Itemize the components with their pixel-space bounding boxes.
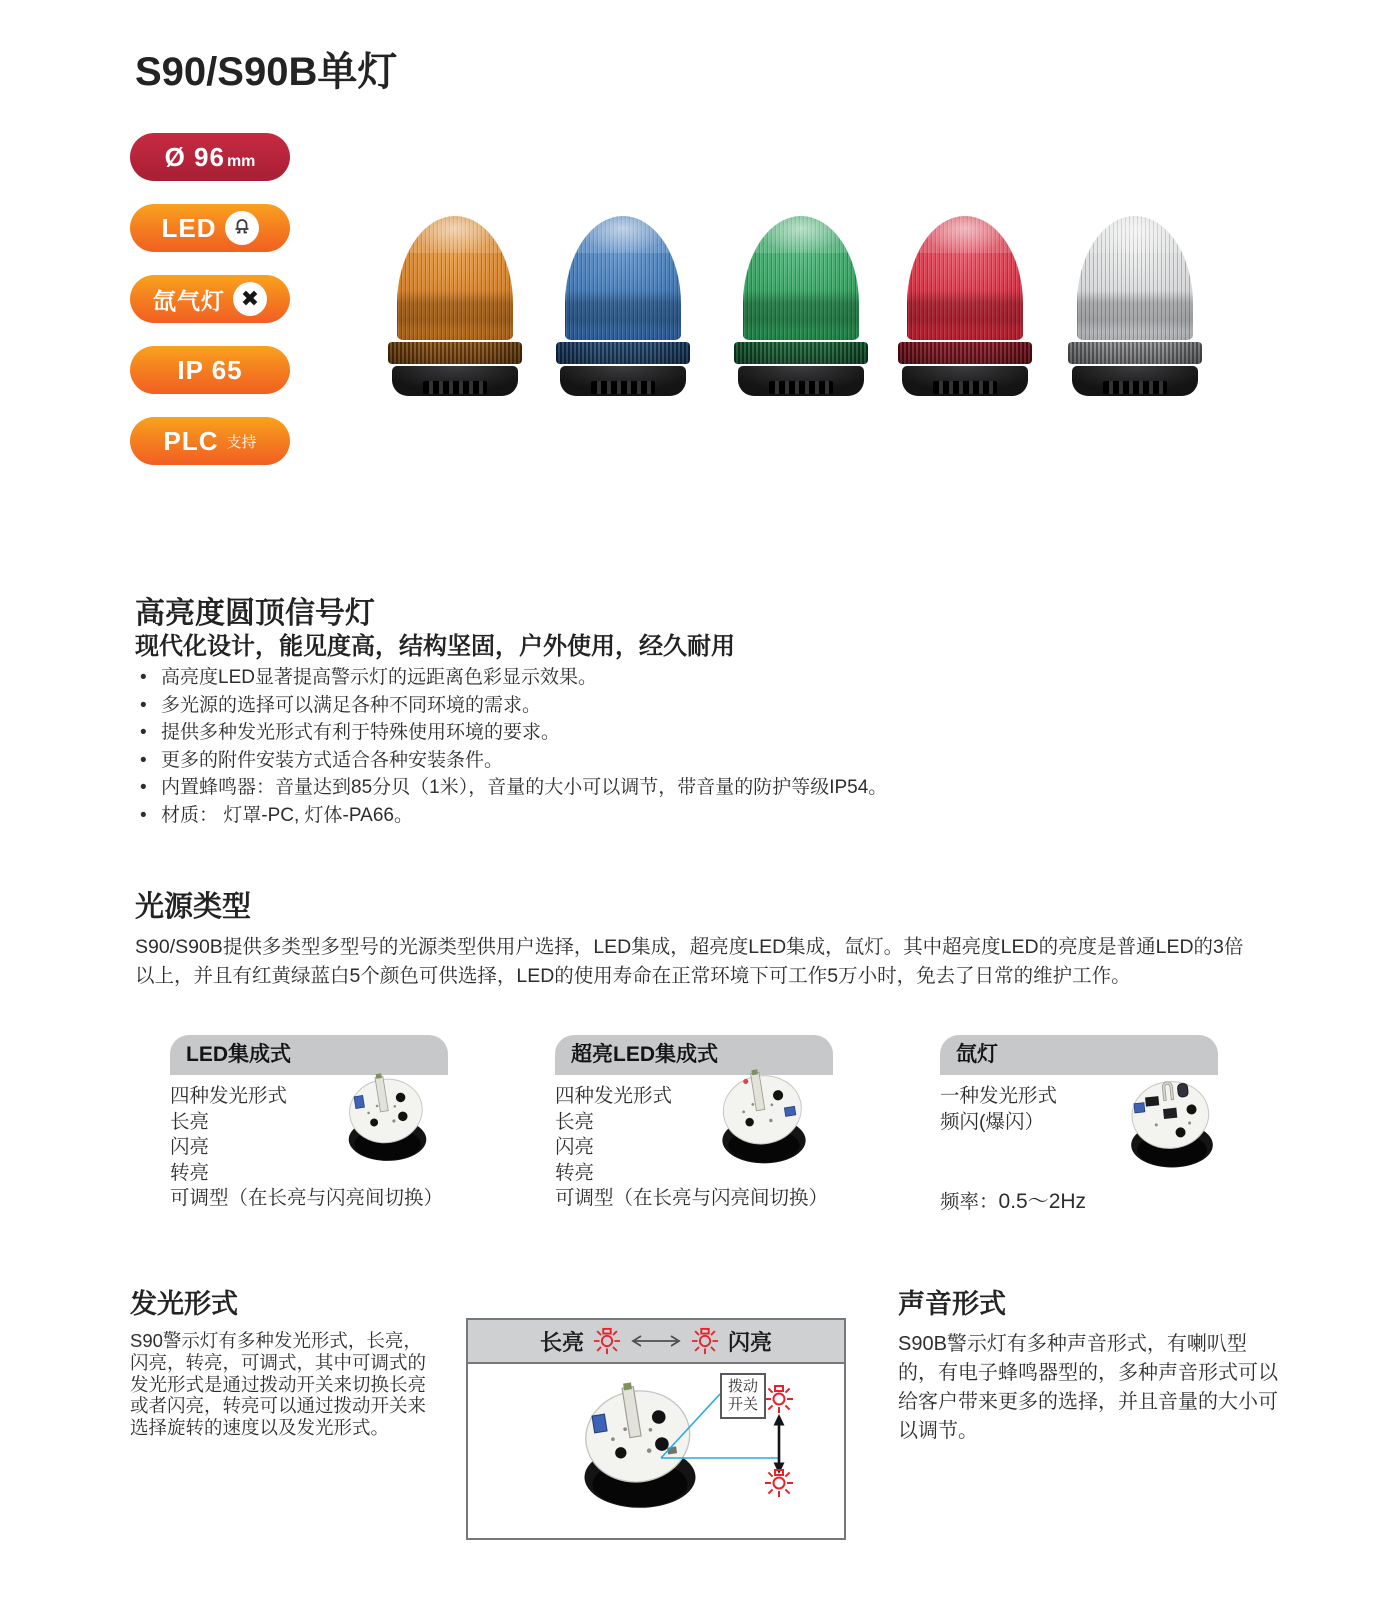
light-lens-skirt xyxy=(388,342,522,364)
double-arrow-icon xyxy=(630,1332,682,1350)
signal-light-blue xyxy=(548,216,698,386)
badge-plc-label: PLC xyxy=(163,425,219,456)
steady-burst-icon xyxy=(764,1384,794,1419)
badge-plc xyxy=(130,417,290,465)
light-base xyxy=(1072,366,1198,396)
light-base xyxy=(560,366,686,396)
flash-burst-icon xyxy=(691,1327,719,1355)
sound-heading: 声音形式 xyxy=(898,1289,1006,1319)
diagram-body xyxy=(468,1364,844,1540)
callout-line: 拨动 xyxy=(727,1378,758,1395)
badge-led-label: LED xyxy=(161,212,217,243)
light-lens-skirt xyxy=(1068,342,1202,364)
light-dome xyxy=(397,216,513,340)
light-dome xyxy=(743,216,859,340)
feature-bullet: • 材质： 灯罩-PC, 灯体-PA66。 xyxy=(138,802,887,830)
badge-diameter-unit: mm xyxy=(226,152,256,170)
card-line: 转亮 xyxy=(170,1161,210,1184)
badge-led xyxy=(130,204,290,252)
steady-burst-icon xyxy=(593,1327,621,1355)
led-module-photo xyxy=(340,1073,435,1167)
badge-diameter xyxy=(130,133,290,181)
light-dome xyxy=(565,216,681,340)
light-dome xyxy=(907,216,1023,340)
led-bulb-icon xyxy=(225,211,259,245)
signal-light-red xyxy=(890,216,1040,386)
toggle-switch-callout xyxy=(720,1373,766,1419)
badge-xenon-label: 氙气灯 xyxy=(153,287,225,314)
light-base xyxy=(392,366,518,396)
feature-bullet: • 提供多种发光形式有利于特殊使用环境的要求。 xyxy=(138,719,887,747)
card-header: LED集成式 xyxy=(170,1035,448,1075)
signal-light-clear xyxy=(1060,216,1210,386)
light-base xyxy=(902,366,1028,396)
base-vents xyxy=(1103,381,1167,394)
card-line: 长亮 xyxy=(555,1110,595,1133)
emission-body: S90警示灯有多种发光形式，长亮，闪亮，转亮，可调式，其中可调式的发光形式是通过拨动开关来切换长亮或者闪亮，转亮可以通过拨动开关来选择旋转的速度以及发光形式。 xyxy=(130,1330,427,1439)
badge-column xyxy=(130,133,290,465)
card-line: 四种发光形式 xyxy=(170,1085,288,1107)
badge-xenon xyxy=(130,275,290,323)
features-list xyxy=(138,664,887,829)
diagram-header xyxy=(468,1320,844,1364)
card-header: 氙灯 xyxy=(940,1035,1218,1075)
frequency-value: 0.5～2Hz xyxy=(998,1190,1087,1213)
light-lens-skirt xyxy=(734,342,868,364)
emission-diagram xyxy=(466,1318,846,1540)
card-led-integrated xyxy=(170,1035,448,1212)
base-vents xyxy=(769,381,833,394)
frequency-label: 频率： xyxy=(940,1191,999,1213)
diagram-label-flash: 闪亮 xyxy=(728,1329,773,1355)
signal-light-green xyxy=(726,216,876,386)
flash-burst-icon xyxy=(764,1468,794,1503)
card-line: 一种发光形式 xyxy=(940,1085,1058,1107)
feature-bullet: • 内置蜂鸣器：音量达到85分贝（1米），音量的大小可以调节，带音量的防护等级IP54。 xyxy=(138,774,887,802)
feature-bullet: • 更多的附件安装方式适合各种安装条件。 xyxy=(138,747,887,775)
light-dome xyxy=(1077,216,1193,340)
card-line: 长亮 xyxy=(170,1110,210,1133)
card-line: 转亮 xyxy=(555,1161,595,1184)
card-line: 可调型（在长亮与闪亮间切换） xyxy=(555,1187,829,1209)
badge-plc-suffix: 支持 xyxy=(226,433,257,451)
superbright-led-module-photo xyxy=(713,1069,815,1169)
badge-ip65-label: IP 65 xyxy=(177,354,243,385)
emission-heading: 发光形式 xyxy=(130,1289,238,1319)
light-source-heading: 光源类型 xyxy=(135,891,252,923)
badge-ip65 xyxy=(130,346,290,394)
sound-body: S90B警示灯有多种声音形式，有喇叭型的，有电子蜂鸣器型的，多种声音形式可以给客户带来更多的选择，并且音量的大小可以调节。 xyxy=(898,1333,1278,1442)
light-lens-skirt xyxy=(556,342,690,364)
badge-diameter-value: Ø 96 xyxy=(164,141,225,172)
card-header: 超亮LED集成式 xyxy=(555,1035,833,1075)
feature-bullet: • 高亮度LED显著提高警示灯的远距离色彩显示效果。 xyxy=(138,664,887,692)
callout-line: 开关 xyxy=(727,1396,758,1413)
base-vents xyxy=(591,381,655,394)
features-heading: 高亮度圆顶信号灯 xyxy=(135,597,375,630)
page-title: S90/S90B单灯 xyxy=(135,50,398,94)
feature-bullet: • 多光源的选择可以满足各种不同环境的需求。 xyxy=(138,692,887,720)
light-base xyxy=(738,366,864,396)
features-subheading: 现代化设计，能见度高，结构坚固，户外使用，经久耐用 xyxy=(135,633,735,660)
card-xenon xyxy=(940,1035,1218,1215)
card-line: 闪亮 xyxy=(170,1136,210,1158)
signal-light-amber xyxy=(380,216,530,386)
card-line: 可调型（在长亮与闪亮间切换） xyxy=(170,1187,444,1209)
card-superbright-led xyxy=(555,1035,833,1212)
light-source-intro: S90/S90B提供多类型多型号的光源类型供用户选择，LED集成，超亮度LED集成，氙灯。其中超亮度LED的亮度是普通LED的3倍以上，并且有红黄绿蓝白5个颜色可供选择，LED的使用寿命在正常环境下可工作5万小时，免去了日常的维护工作。 xyxy=(135,936,1244,987)
x-cross-icon: ✖ xyxy=(233,282,267,316)
light-lens-skirt xyxy=(898,342,1032,364)
card-line: 频闪(爆闪） xyxy=(940,1110,1044,1133)
card-line: 四种发光形式 xyxy=(555,1085,673,1107)
diagram-label-steady: 长亮 xyxy=(539,1329,584,1355)
xenon-module-photo xyxy=(1122,1075,1222,1173)
frequency-line xyxy=(940,1185,1218,1215)
card-line: 闪亮 xyxy=(555,1136,595,1158)
base-vents xyxy=(423,381,487,394)
base-vents xyxy=(933,381,997,394)
